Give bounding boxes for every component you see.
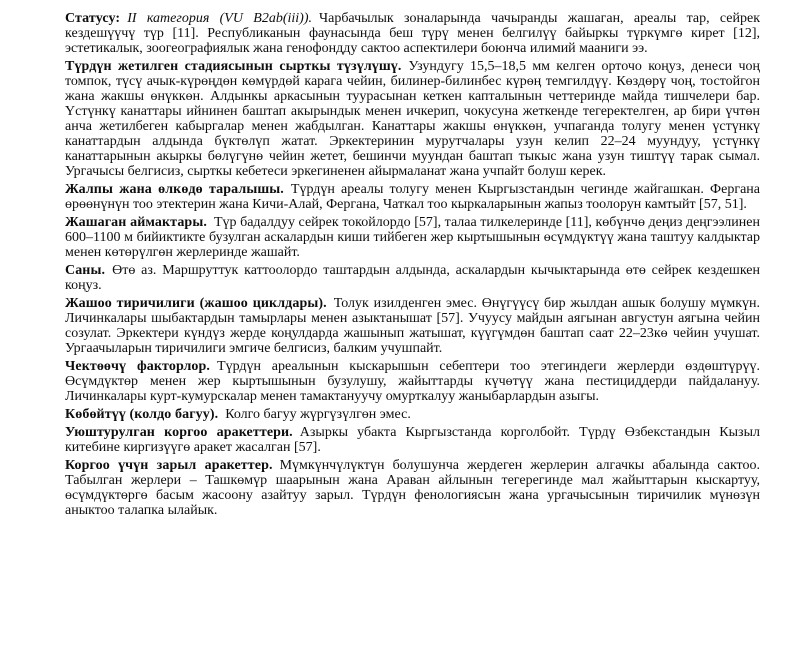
paragraph-heading: Жалпы жана өлкөдө таралышы.: [65, 182, 284, 197]
paragraph-morphology: [65, 59, 760, 179]
paragraph-text: Толук изилденген эмес. Өнүгүүсү бир жылдан ашык болушу мүмкүн. Личинкалары шыбактардын тамырлары менен азыктанышат [57]. Учуусу майдын аягынан августун аягына чейин созулат. Эркектери күндүз жерде коңулдарда жашынып жатышат, күүгүмдөн баштап саат 22–23кө чейин учушат. Ургаачыларын тиричилиги эмгиче белгисиз, балким учушпайт.: [65, 296, 760, 356]
paragraph-text: Түрдүн ареалы толугу менен Кыргызстандын чегинде жайгашкан. Фергана өрөөнүнүн тоо этектерин жана Кичи-Алай, Фергана, Чаткал тоо кыркаларынын жапыз тоолорун камтыйт [57, 51].: [65, 182, 760, 212]
paragraph-text: Түрдүн ареалынын кыскарышын себептери тоо этегиндеги жерлерди өздөштүрүү. Өсүмдүктөр менен жер кыртышынын бузулушу, жайыттарды күчөтүү жана пестициддерди пайдалануу. Личинкалары курт-кумурскалар менен тамактануучу омурткалуу жаныбарлардын азыгы.: [65, 359, 760, 404]
paragraph-text: Узундугу 15,5–18,5 мм келген орточо коңуз, денеси чоң томпок, түсү ачык-күрөңдөн көмүрдөй карага чейин, билинер-билинбес күрөң темгилдүү. Көздөрү чоң, тостойгон жана жакшы өнүккөн. Алдынкы аркасынын туурасынан кеткен капталынын четтеринде майда тишчелери бар. Үстүнкү канаттары ийнинен баштап акырындык менен ичкерип, чокусуна жеткенде тегеректелген, ар бири үчтөн анча жетилбеген кабыргалар менен жабдылган. Канаттары жакшы өнүккөн, учпаганда толугу менен үстүнкү канаттардын алдында бүктөлүп жатат. Эркектеринин мурутчалары узун келип 22–24 муундуу, үстүнкү канаттарынын акыркы бөлүгүнө чейин жетет, бешинчи муундан баштап тыкыс жана узун тиштүү тарак сымал. Ургачысы белгисиз, сырткы кебетеси эркегиненен айырмаланат жана учпайт болуш керек.: [65, 59, 760, 179]
paragraph-population: [65, 263, 760, 293]
paragraph-breeding: [65, 407, 760, 422]
paragraph-heading: Саны.: [65, 263, 106, 278]
paragraph-current-protection: [65, 425, 760, 455]
paragraph-heading: Жашаган аймактары.: [65, 215, 207, 230]
paragraph-heading: Чектөөчү факторлор.: [65, 359, 211, 374]
paragraph-heading: Уюштурулган коргоо аракеттери.: [65, 425, 293, 440]
paragraph-text: Колго багуу жүргүзүлгөн эмес.: [225, 407, 411, 422]
paragraph-distribution: [65, 182, 760, 212]
paragraph-status: [65, 11, 760, 56]
paragraph-habitat: [65, 215, 760, 260]
status-category-text: II категория (VU B2ab(iii)).: [127, 11, 312, 26]
paragraph-limiting-factors: [65, 359, 760, 404]
paragraph-heading: Түрдүн жетилген стадиясынын сырткы түзүлүшү.: [65, 59, 402, 74]
paragraph-text: Өтө аз. Маршруттук каттоолордо таштардын алдында, аскалардын кычыктарында өтө сейрек кездешкен коңуз.: [65, 263, 760, 293]
paragraph-text: Азыркы убакта Кыргызстанда корголбойт. Түрдү Өзбекстандын Кызыл китебине киргизүүгө аракет жасалган [57].: [65, 425, 760, 455]
paragraph-heading: Коргоо үчүн зарыл аракеттер.: [65, 458, 273, 473]
paragraph-heading: Статусу:: [65, 11, 121, 26]
paragraph-text: Түр бадалдуу сейрек токойлордо [57], талаа тилкелеринде [11], көбүнчө деңиз деңгээлинен 600–1100 м бийиктикте бузулган аскалардын киши тийбеген жер кыртышынын өсүмдүктүү жана таштуу калдыктар менен көтөрүлгөн жерлеринде жашайт.: [65, 215, 760, 260]
paragraph-life-cycle: [65, 296, 760, 356]
paragraph-needed-protection: [65, 458, 760, 518]
paragraph-heading: Көбөйтүү (колдо багуу).: [65, 407, 219, 422]
paragraph-text: Мүмкүнчүлүктүн болушунча жердеген жерлерин алгачкы абалында сактоо. Табылган жерлери – Ташкөмүр шаарынын жана Араван айлынын тегерегинде мал жайыттарын кыскартуу, өсүмдүктөргө басым жасоону азайтуу зарыл. Түрдүн фенологиясын жана ургачысынын тиричилик мүнөзүн аныктоо талапка ылайык.: [65, 458, 760, 518]
paragraph-heading: Жашоо тиричилиги (жашоо циклдары).: [65, 296, 327, 311]
paragraph-text: Чарбачылык зоналарында чачыранды жашаган, ареалы тар, сейрек кездешүүчү түр [11]. Республиканын фаунасында беш түрү менен белгилүү байыркы түркүмгө кирет [12], эстетикалык, зоогеографиялык жана генофондду сактоо аспектилери боюнча илимий мааниги ээ.: [65, 11, 760, 56]
